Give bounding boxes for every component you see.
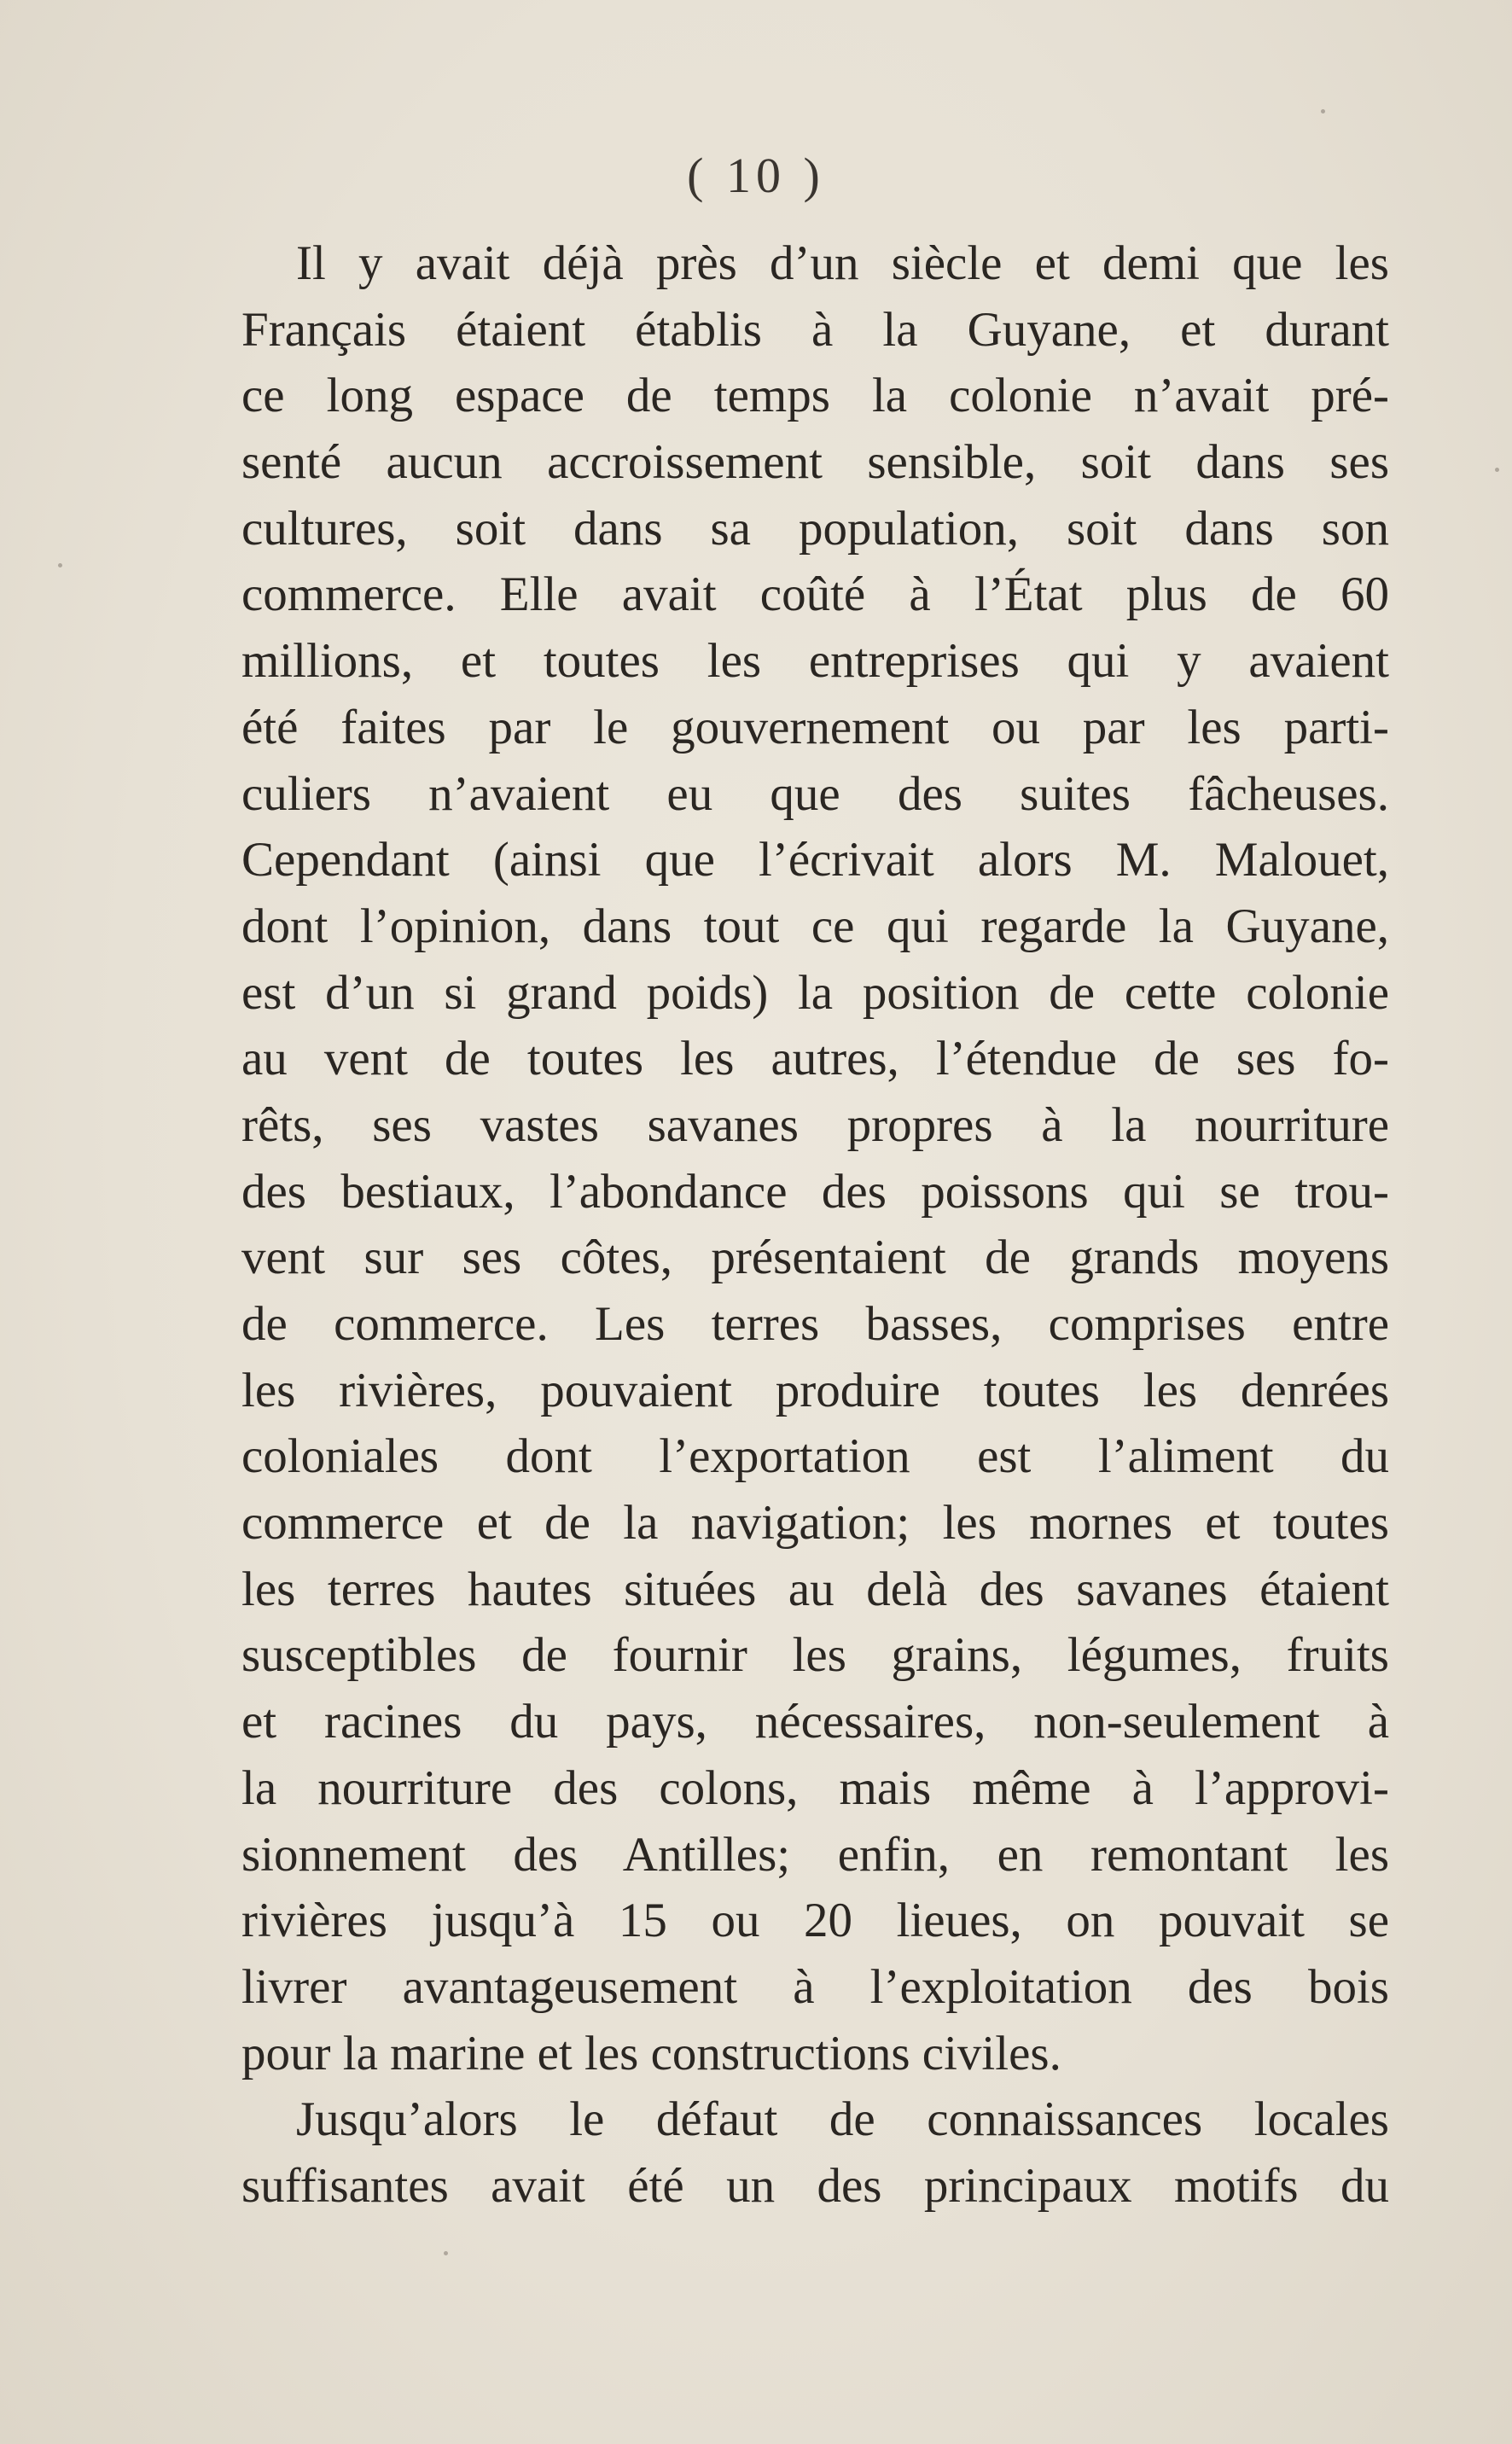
text-line: coloniales dont l’exportation est l’aliment du xyxy=(241,1429,1389,1484)
text-line: Il y avait déjà près d’un siècle et demi que les xyxy=(296,236,1389,290)
text-line: cultures, soit dans sa population, soit dans son xyxy=(241,501,1389,556)
text-line: livrer avantageusement à l’exploitation des bois xyxy=(241,1959,1389,2014)
text-line: vent sur ses côtes, présentaient de grands moyens xyxy=(241,1231,1389,1285)
paper-speck xyxy=(444,2251,448,2255)
text-line: au vent de toutes les autres, l’étendue de ses fo- xyxy=(241,1032,1389,1086)
text-line: les rivières, pouvaient produire toutes les denrées xyxy=(241,1363,1389,1417)
text-line: pour la marine et les constructions civiles. xyxy=(241,2026,1061,2080)
text-line: la nourriture des colons, mais même à l’approvi- xyxy=(241,1760,1389,1815)
text-line: commerce. Elle avait coûté à l’État plus de 60 xyxy=(241,567,1389,622)
text-line: culiers n’avaient eu que des suites fâcheuses. xyxy=(241,766,1389,821)
text-line: et racines du pays, nécessaires, non-seulement à xyxy=(241,1695,1389,1749)
text-line: susceptibles de fournir les grains, légumes, fruits xyxy=(241,1628,1389,1683)
text-line: de commerce. Les terres basses, comprises entre xyxy=(241,1297,1389,1351)
text-line: suffisantes avait été un des principaux motifs du xyxy=(241,2158,1389,2213)
text-line: Cependant (ainsi que l’écrivait alors M. Malouet, xyxy=(241,833,1389,887)
text-line: des bestiaux, l’abondance des poissons qui se trou- xyxy=(241,1164,1389,1219)
text-line: sionnement des Antilles; enfin, en remontant les xyxy=(241,1827,1389,1882)
text-line: rêts, ses vastes savanes propres à la nourriture xyxy=(241,1097,1389,1152)
paper-speck xyxy=(1495,468,1499,472)
text-line: millions, et toutes les entreprises qui y avaient xyxy=(241,634,1389,689)
paper-speck xyxy=(1321,109,1325,113)
text-line: commerce et de la navigation; les mornes et toutes xyxy=(241,1496,1389,1551)
text-line: Jusqu’alors le défaut de connaissances locales xyxy=(296,2092,1389,2147)
text-line: ce long espace de temps la colonie n’avait pré- xyxy=(241,369,1389,423)
body-text xyxy=(241,230,1389,2220)
page-number: ( 10 ) xyxy=(687,148,825,203)
text-line: rivières jusqu’à 15 ou 20 lieues, on pouvait se xyxy=(241,1894,1389,1948)
text-line: dont l’opinion, dans tout ce qui regarde la Guyane, xyxy=(241,899,1389,953)
text-line: senté aucun accroissement sensible, soit dans ses xyxy=(241,435,1389,490)
text-line: Français étaient établis à la Guyane, et durant xyxy=(241,302,1389,357)
paper-speck xyxy=(58,563,62,567)
text-line: est d’un si grand poids) la position de cette colonie xyxy=(241,965,1389,1020)
text-line: les terres hautes situées au delà des savanes étaient xyxy=(241,1562,1389,1616)
text-line: été faites par le gouvernement ou par les parti- xyxy=(241,700,1389,754)
